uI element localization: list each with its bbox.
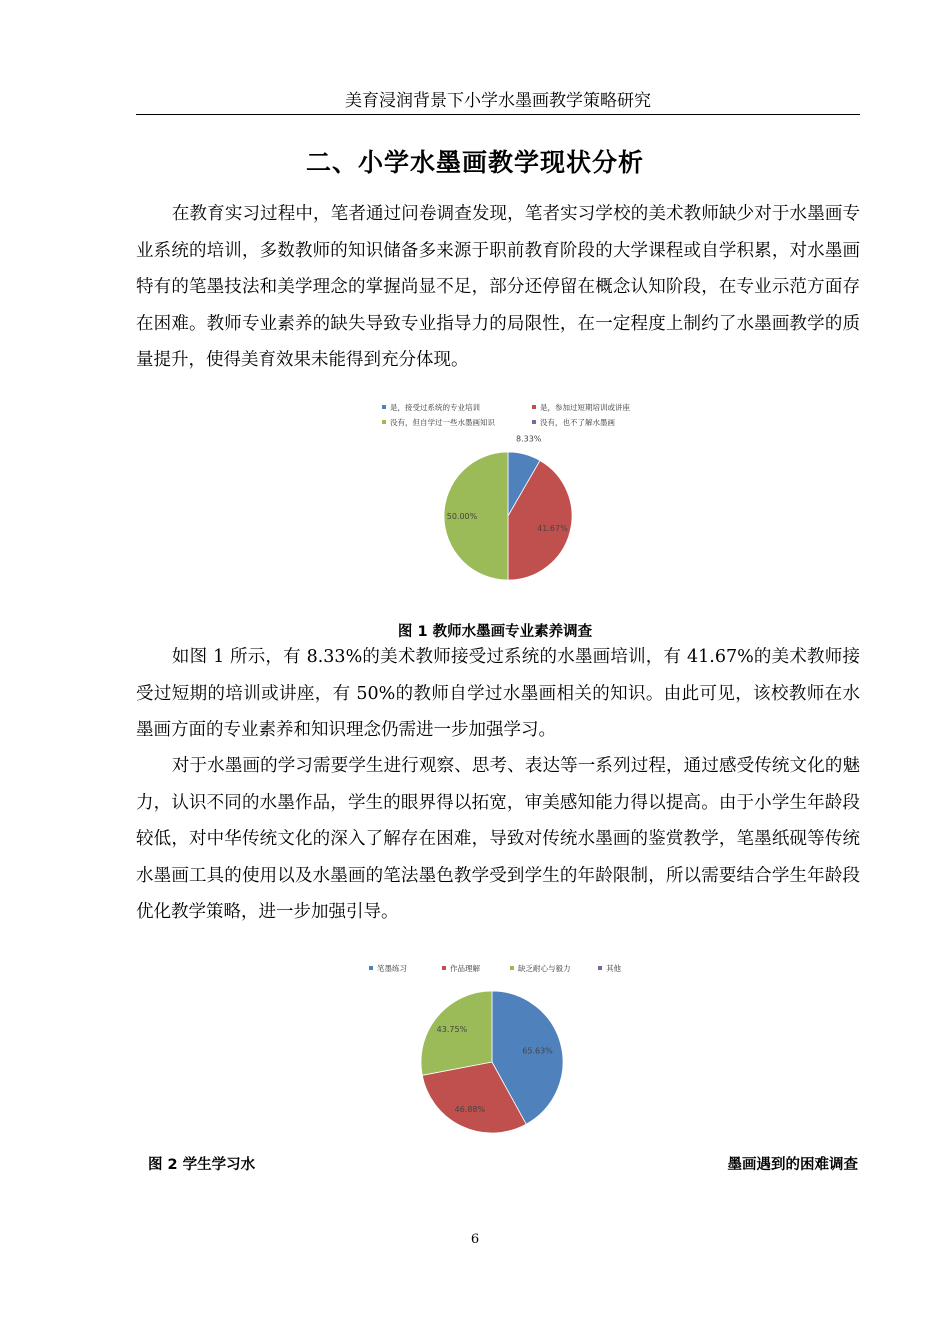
chart2-legend-swatch-0 — [369, 966, 373, 970]
chart1-legend-swatch-1 — [532, 405, 536, 409]
chart1-legend-label-0: 是，接受过系统的专业培训 — [390, 403, 480, 412]
chart2-legend-swatch-2 — [510, 966, 514, 970]
chart2-legend-label-1: 作品理解 — [450, 964, 480, 973]
section-title: 二、小学水墨画教学现状分析 — [305, 148, 644, 177]
chart1-legend-swatch-3 — [532, 420, 536, 424]
chart2-legend-label-3: 其他 — [606, 964, 621, 973]
figure-2-caption-right: 墨画遇到的困难调查 — [727, 1157, 858, 1173]
figure-2-caption-left: 图 2 学生学习水 — [148, 1157, 256, 1173]
pie-chart-student-difficulties — [355, 958, 655, 1143]
chart2-legend-swatch-1 — [442, 966, 446, 970]
chart1-legend-label-2: 没有，但自学过一些水墨画知识 — [390, 418, 495, 427]
chart2-legend — [369, 963, 621, 973]
chart1-legend-swatch-2 — [382, 420, 386, 424]
chart1-data-label-0: 8.33% — [515, 434, 542, 444]
pie-chart-teacher-training — [370, 395, 660, 595]
chart1-legend-swatch-0 — [382, 405, 386, 409]
chart1-legend — [382, 402, 630, 428]
figure-1-caption: 图 1 教师水墨画专业素养调查 — [397, 624, 593, 640]
body-paragraph-1: 在教育实习过程中，笔者通过问卷调查发现，笔者实习学校的美术教师缺少对于水墨画专业系统的培训，多数教师的知识储备多来源于职前教育阶段的大学课程或自学积累，对水墨画特有的笔墨技法和美学理念的掌握尚显不足，部分还停留在概念认知阶段，在专业示范方面存在困难。教师专业素养的缺失导致专业指导力的局限性，在一定程度上制约了水墨画教学的质量提升，使得美育效果未能得到充分体现。 — [136, 204, 860, 371]
chart2-data-label-2: 43.75% — [436, 1024, 468, 1034]
chart2-legend-label-2: 缺乏耐心与毅力 — [518, 964, 571, 973]
chart2-legend-swatch-3 — [598, 966, 602, 970]
chart1-legend-label-1: 是，参加过短期培训或讲座 — [540, 403, 630, 412]
chart2-legend-label-0: 笔墨练习 — [377, 964, 407, 973]
body-paragraph-2: 如图 1 所示，有 8.33%的美术教师接受过系统的水墨画培训，有 41.67%的美术教师接受过短期的培训或讲座，有 50%的教师自学过水墨画相关的知识。由此可见，该校教师在水墨画方面的专业素养和知识理念仍需进一步加强学习。 — [136, 647, 860, 741]
running-header: 美育浸润背景下小学水墨画教学策略研究 — [136, 88, 860, 115]
body-paragraph-3: 对于水墨画的学习需要学生进行观察、思考、表达等一系列过程，通过感受传统文化的魅力，认识不同的水墨作品，学生的眼界得以拓宽，审美感知能力得以提高。由于小学生年龄段较低，对中华传统文化的深入了解存在困难，导致对传统水墨画的鉴赏教学，笔墨纸砚等传统水墨画工具的使用以及水墨画的笔法墨色教学受到学生的年龄限制，所以需要结合学生年龄段优化教学策略，进一步加强引导。 — [136, 756, 860, 923]
chart1-data-label-1: 41.67% — [537, 523, 568, 533]
chart1-data-label-2: 50.00% — [446, 512, 478, 521]
chart1-pie — [444, 435, 572, 580]
chart2-data-label-0: 65.63% — [522, 1046, 553, 1056]
page-number: 6 — [470, 1232, 480, 1247]
chart2-pie — [421, 991, 563, 1133]
chart1-legend-label-3: 没有，也不了解水墨画 — [540, 418, 615, 427]
chart2-data-label-1: 46.88% — [454, 1105, 486, 1115]
